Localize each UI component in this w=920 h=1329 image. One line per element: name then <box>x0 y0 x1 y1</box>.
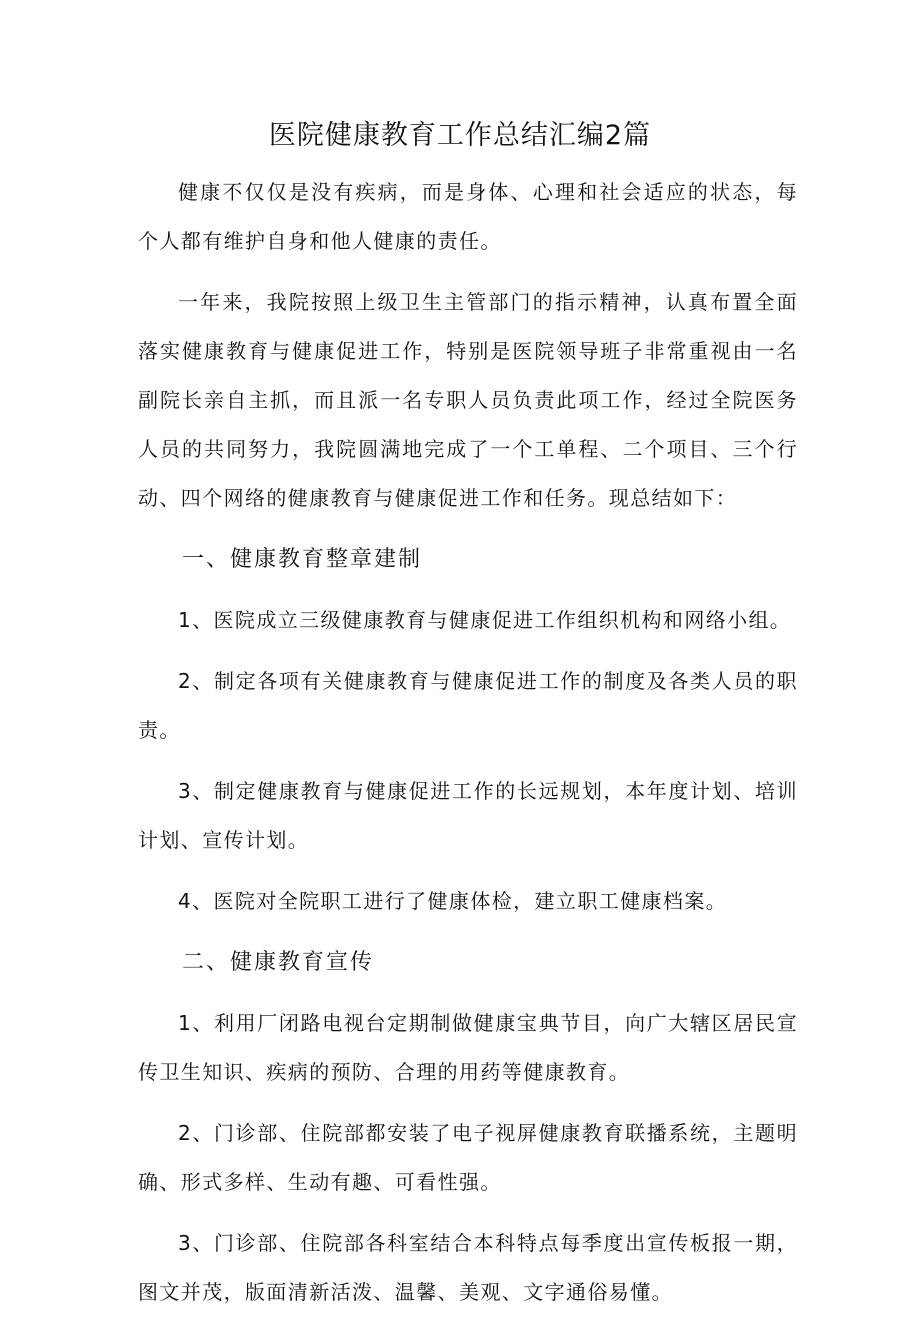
section-1-item-1: 1、医院成立三级健康教育与健康促进工作组织机构和网络小组。 <box>178 608 792 632</box>
document-title: 医院健康教育工作总结汇编2篇 <box>268 120 652 151</box>
summary-paragraph: 一年来，我院按照上级卫生主管部门的指示精神，认真布置全面落实健康教育与健康促进工作，特别是医院领导班子非常重视由一名副院长亲自主抓，而且派一名专职人员负责此项工作，经过全院医务人员的共同努力，我院圆满地完成了一个工单程、二个项目、三个行动、四个网络的健康教育与健康促进工作和任务。现总结如下： <box>138 290 798 510</box>
section-2-item-1: 1、利用厂闭路电视台定期制做健康宝典节目，向广大辖区居民宣传卫生知识、疾病的预防、合理的用药等健康教育。 <box>138 1011 798 1084</box>
section-2-item-3: 3、门诊部、住院部各科室结合本科特点每季度出宣传板报一期，图文并茂，版面清新活泼、温馨、美观、文字通俗易懂。 <box>138 1231 798 1304</box>
section-heading-2: 二、健康教育宣传 <box>182 950 375 975</box>
section-1-item-3: 3、制定健康教育与健康促进工作的长远规划，本年度计划、培训计划、宣传计划。 <box>138 779 798 852</box>
intro-paragraph: 健康不仅仅是没有疾病，而是身体、心理和社会适应的状态，每个人都有维护自身和他人健康的责任。 <box>138 180 798 253</box>
section-2-item-2: 2、门诊部、住院部都安装了电子视屏健康教育联播系统，主题明确、形式多样、生动有趣、可看性强。 <box>138 1121 798 1194</box>
document-body <box>138 168 798 1329</box>
section-1-item-4: 4、医院对全院职工进行了健康体检，建立职工健康档案。 <box>178 889 728 913</box>
section-heading-1: 一、健康教育整章建制 <box>182 547 423 572</box>
section-1-item-2: 2、制定各项有关健康教育与健康促进工作的制度及各类人员的职责。 <box>138 669 798 742</box>
